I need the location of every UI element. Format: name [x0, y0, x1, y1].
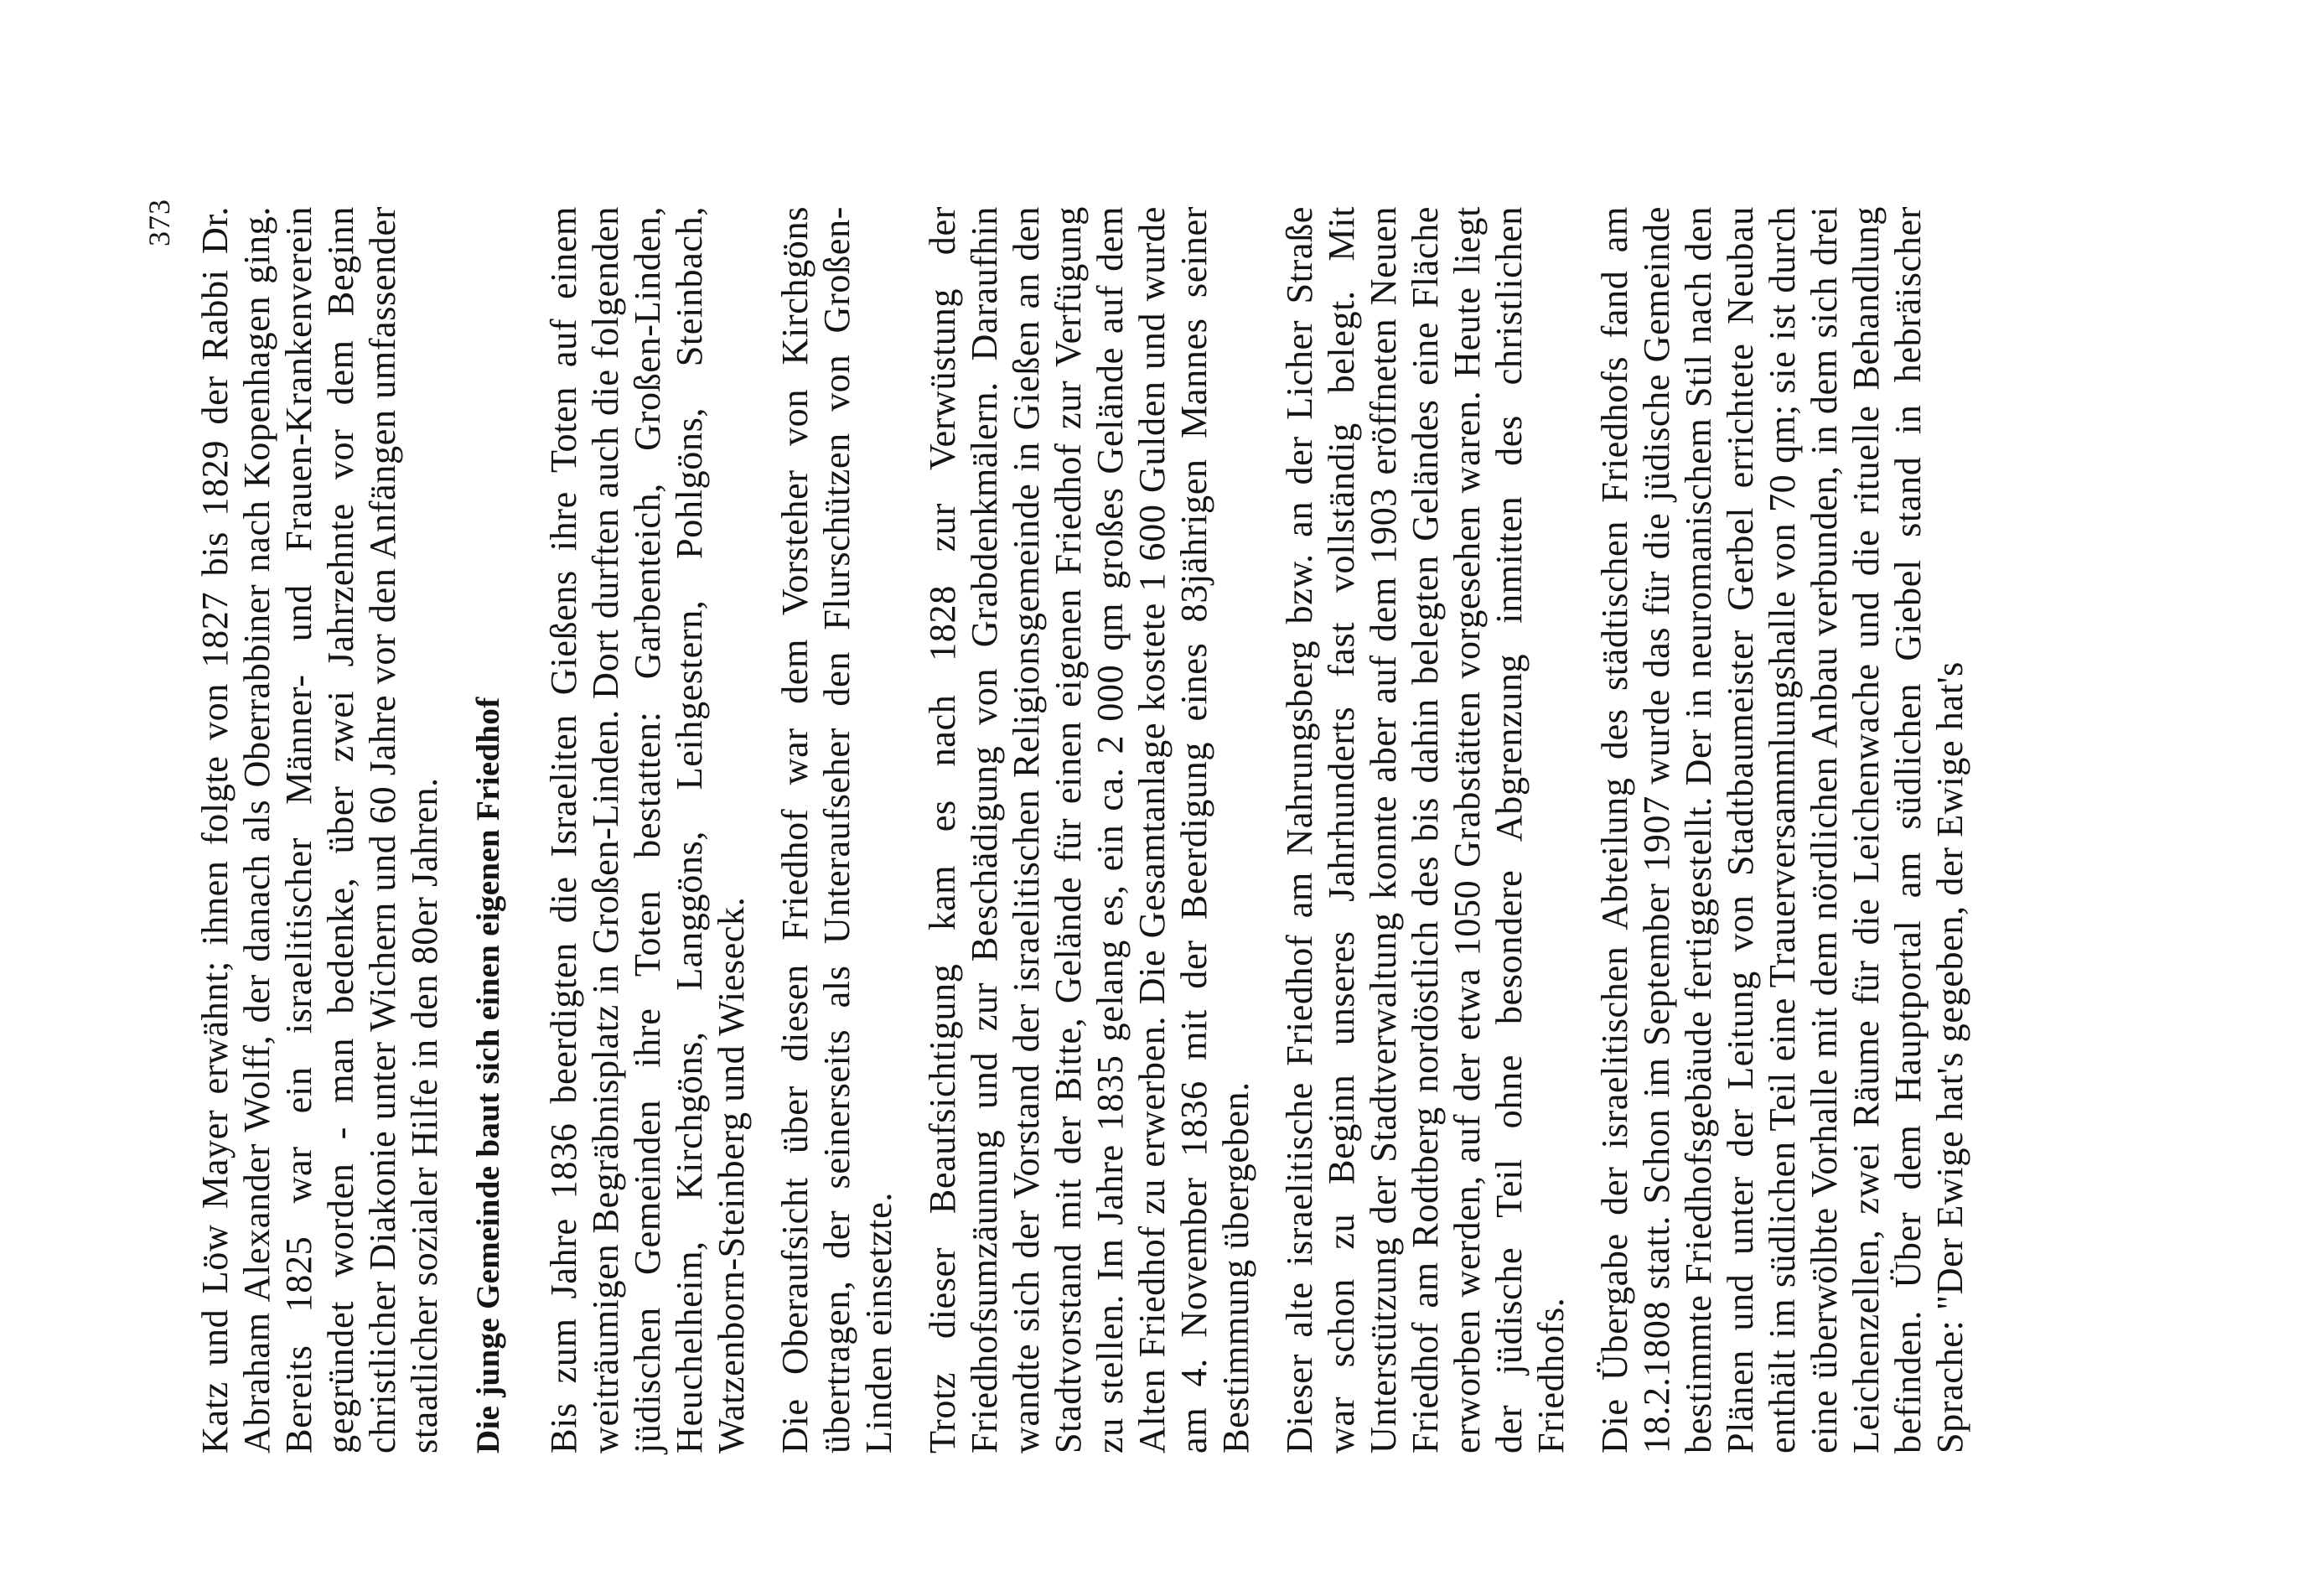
section-heading: Die junge Gemeinde baut sich einen eigenen Friedhof — [470, 697, 506, 1454]
paragraph-new-cemetery: Trotz dieser Beaufsichtigung kam es nach 1828 zur Verwüstung der Friedhofsumzäunung und zur Beschädigung von Grabdenkmälern. Daraufhin wandte sich der Vorstand der israelitischen Religionsgemeinde in Gießen an den Stadtvorstand mit der Bitte, Gelände für einen eigenen Friedhof zur Verfügung zu stellen. Im Jahre 1835 gelang es, ein ca. 2 000 qm großes Gelände auf dem Alten Friedhof zu erwerben. Die Gesamtanlage kostete 1 600 Gulden und wurde am 4. November 1836 mit der Beerdigung eines 83jährigen Mannes seiner Bestimmung übergeben. — [922, 206, 1256, 1454]
intro-paragraph: Katz und Löw Mayer erwähnt; ihnen folgte von 1827 bis 1829 der Rabbi Dr. Abraham Alexander Wolff, der danach als Oberrabbiner nach Kopenhagen ging. Bereits 1825 war ein israelitischer Männer- und Frauen-Krankenverein gegründet worden - man bedenke, über zwei Jahrzehnte vor dem Beginn christlicher Diakonie unter Wichern und 60 Jahre vor den Anfängen umfassender staatlicher sozialer Hilfe in den 80er Jahren. — [194, 206, 445, 1454]
paragraph-supervision: Die Oberaufsicht über diesen Friedhof war dem Vorsteher von Kirchgöns übertragen, der seinerseits als Unteraufseher den Flurschützen von Großen-Linden einsetzte. — [774, 206, 899, 1454]
paragraph-handover: Die Übergabe der israelitischen Abteilung des städtischen Friedhofs fand am 18.2.1808 statt. Schon im September 1907 wurde das für die jüdische Gemeinde bestimmte Friedhofsgebäude fertiggestellt. Der in neuromanischem Stil nach den Plänen und unter der Leitung von Stadtbaumeister Gerbel errichtete Neubau enthält im südlichen Teil eine Trauerversammlungshalle von 70 qm; sie ist durch eine überwölbte Vorhalle mit dem nördlichen Anbau verbunden, in dem sich drei Leichenzellen, zwei Räume für die Leichenwache und die rituelle Behandlung befinden. Über dem Hauptportal am südlichen Giebel stand in hebräischer Sprache: "Der Ewige hat's gegeben, der Ewige hat's — [1594, 206, 1970, 1454]
paragraph-burial-ground: Bis zum Jahre 1836 beerdigten die Israeliten Gießens ihre Toten auf einem weiträumigen Begräbnisplatz in Großen-Linden. Dort durften auch die folgenden jüdischen Gemeinden ihre Toten bestatten: Garbenteich, Großen-Linden, Heuchelheim, Kirchgöns, Langgöns, Leihgestern, Pohlgöns, Steinbach, Watzenborn-Steinberg und Wieseck. — [543, 206, 752, 1454]
page-number: 373 — [142, 199, 176, 246]
body-text — [194, 206, 1993, 1454]
paragraph-old-cemetery: Dieser alte israelitische Friedhof am Nahrungsberg bzw. an der Licher Straße war schon zu Beginn unseres Jahrhunderts fast vollständig belegt. Mit Unterstützung der Stadtverwaltung konnte aber auf dem 1903 eröffneten Neuen Friedhof am Rodtberg nordöstlich des bis dahin belegten Geländes eine Fläche erworben werden, auf der etwa 1050 Grabstätten vorgesehen waren. Heute liegt der jüdische Teil ohne besondere Abgrenzung inmitten des christlichen Friedhofs. — [1279, 206, 1572, 1454]
